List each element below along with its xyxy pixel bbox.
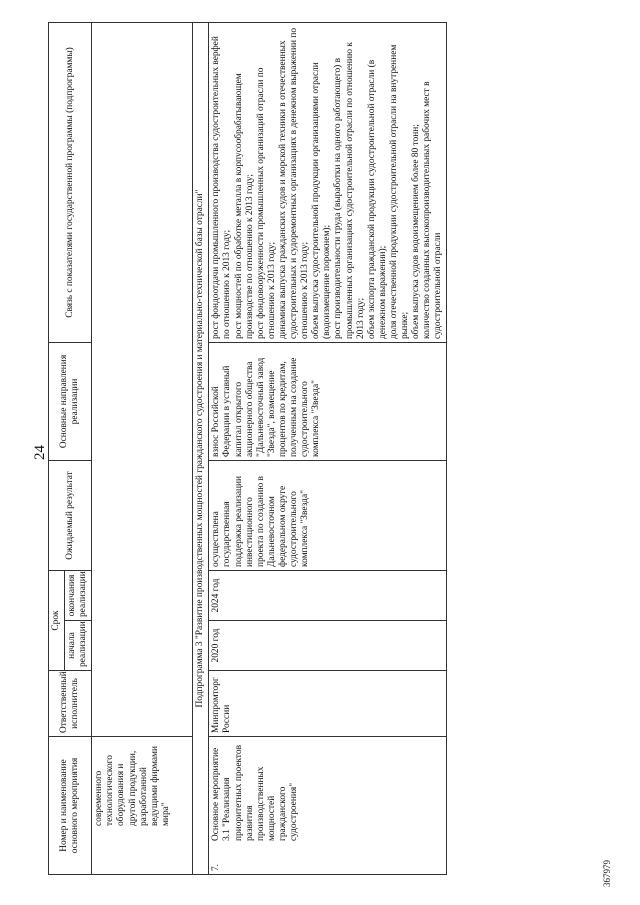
row7-directions: взнос Российской Федерации в уставный капитал открытого акционерного общества "Дальневосточный завод "Звезда", возмещение процентов по кредитам, полученным на создание судостроительного комплекса "Звезда" <box>209 343 447 461</box>
row7-name-cell <box>209 737 447 875</box>
header-directions: Основные направления реализации <box>49 343 92 461</box>
header-executor: Ответственный исполнитель <box>49 671 92 737</box>
link-item: рост производительности труда (выработки на одного работающего) в промышленных организациях судостроительной отрасли по отношению к 2013 году; <box>333 42 366 339</box>
table-row <box>209 23 447 875</box>
header-end: окончания реализации <box>65 571 92 621</box>
link-item: рост мощностей по обработке металла в корпусообрабатывающем производстве по отношению к 2013 году; <box>233 73 255 339</box>
link-item: доля отечественной продукции судостроительной отрасли на внутреннем рынке; <box>388 44 410 339</box>
header-term: Срок <box>49 571 65 671</box>
header-start: начала реализации <box>65 621 92 671</box>
header-name: Номер и наименование основного мероприятия <box>49 737 92 875</box>
link-item: объем экспорта гражданской продукции судостроительной отрасли (в денежном выражении); <box>366 59 388 339</box>
link-item: рост фондовооруженности промышленных организаций отрасли по отношению к 2013 году; <box>255 67 277 339</box>
row7-name: Основное мероприятие 3.1 "Реализация приоритетных проектов развития производственных мощностей гражданского судостроения" <box>211 744 300 841</box>
row7-executor: Минпромторг России <box>209 671 447 737</box>
subprogram-row <box>193 23 209 875</box>
link-item: рост фондоотдачи промышленного производства судостроительных верфей по отношению к 2013 году; <box>211 36 233 339</box>
row7-number: 7. <box>211 863 222 871</box>
link-item: объем выпуска судостроительной продукции организациями отрасли (водоизмещение порожнем); <box>311 62 333 339</box>
header-link: Связь с показателями государственной программы (подпрограммы) <box>49 23 92 343</box>
link-item: количество созданных высокопроизводительных рабочих мест в судостроительной отрасли <box>422 81 444 339</box>
document-id: 367979 <box>602 860 612 887</box>
row7-start: 2020 год <box>209 621 447 671</box>
subprogram-title: Подпрограмма 3 "Развитие производственных мощностей гражданского судостроения и материально-технической базы отрасли" <box>193 23 209 875</box>
measures-table <box>48 22 447 875</box>
page-number: 24 <box>32 445 48 460</box>
link-item: динамика выпуска гражданских судов и морской техники в отечественных судостроительных и судоремонтных организациях в денежном выражении по отношению к 2013 году; <box>277 27 311 339</box>
row7-end: 2024 год <box>209 571 447 621</box>
continuation-name: современного технологического оборудования и другой продукции, разработанной ведущими фирмами мира" <box>92 737 193 875</box>
continuation-row <box>92 23 193 875</box>
header-row-1 <box>49 23 65 875</box>
link-item: объем выпуска судов водоизмещением более 80 тонн; <box>411 124 422 339</box>
header-result: Ожидаемый результат <box>49 461 92 571</box>
row7-links <box>209 23 447 343</box>
row7-result: осуществлена государственная поддержка реализации инвестиционного проекта по созданию в Дальневосточном федеральном округе судостроительного комплекса "Звезда" <box>209 461 447 571</box>
